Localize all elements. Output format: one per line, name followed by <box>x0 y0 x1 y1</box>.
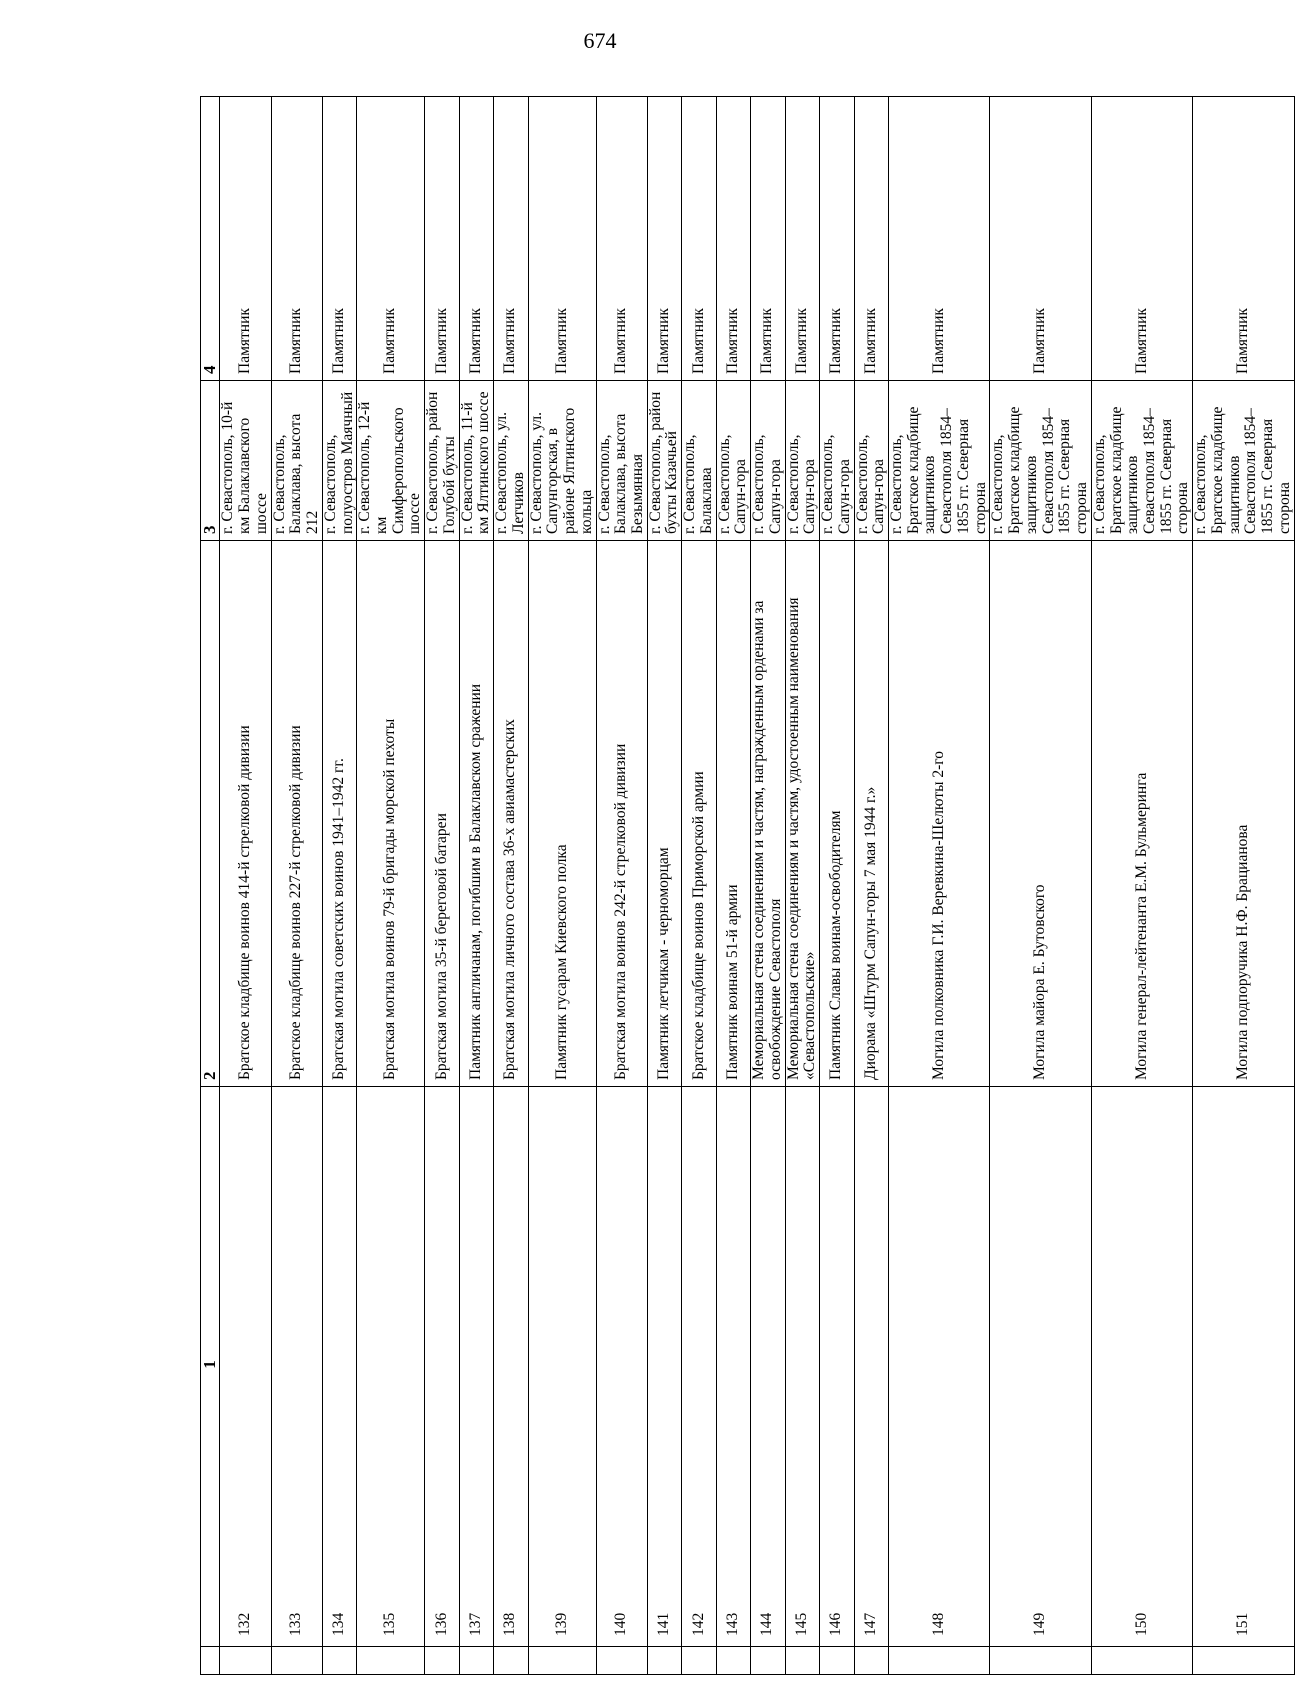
object-type-cell: Памятник <box>596 97 647 381</box>
object-type-cell: Памятник <box>889 97 990 381</box>
row-number-cell: 146 <box>820 1087 854 1647</box>
row-number-cell: 140 <box>596 1087 647 1647</box>
table-row <box>990 97 1091 1675</box>
object-type-cell: Памятник <box>528 97 596 381</box>
table-row <box>425 97 459 1675</box>
table-row <box>596 97 647 1675</box>
row-number-cell: 133 <box>271 1087 322 1647</box>
row-spacer-cell <box>357 1647 425 1675</box>
object-type-cell: Памятник <box>357 97 425 381</box>
row-number-cell: 132 <box>220 1087 271 1647</box>
row-number-cell: 149 <box>990 1087 1091 1647</box>
row-number-cell: 148 <box>889 1087 990 1647</box>
header-cell-2: 2 <box>201 541 220 1087</box>
monument-name-cell: Памятник англичанам, погибшим в Балаклавском сражении <box>459 541 493 1087</box>
object-type-cell: Памятник <box>990 97 1091 381</box>
location-cell: г. Севастополь, Сапун-гора <box>716 381 750 541</box>
monument-name-cell: Братское кладбище воинов Приморской армии <box>682 541 716 1087</box>
row-number-cell: 137 <box>459 1087 493 1647</box>
table-row <box>528 97 596 1675</box>
monument-name-cell: Братское кладбище воинов 414-й стрелковой дивизии <box>220 541 271 1087</box>
location-cell: г. Севастополь, Балаклава, высота Безымянная <box>596 381 647 541</box>
location-cell: г. Севастополь, Сапун-гора <box>820 381 854 541</box>
row-spacer-cell <box>596 1647 647 1675</box>
location-cell: г. Севастополь, полуостров Маячный <box>322 381 356 541</box>
monument-name-cell: Мемориальная стена соединениям и частям, удостоенным наименования «Севастопольские» <box>785 541 819 1087</box>
table-row <box>1091 97 1192 1675</box>
object-type-cell: Памятник <box>682 97 716 381</box>
row-number-cell: 141 <box>647 1087 681 1647</box>
object-type-cell: Памятник <box>322 97 356 381</box>
location-cell: г. Севастополь, район бухты Казачьей <box>647 381 681 541</box>
table-body <box>201 97 1295 1675</box>
table-row <box>494 97 528 1675</box>
row-number-cell: 151 <box>1193 1087 1294 1647</box>
table-row <box>647 97 681 1675</box>
row-number-cell: 136 <box>425 1087 459 1647</box>
table-row <box>322 97 356 1675</box>
row-number-cell: 142 <box>682 1087 716 1647</box>
object-type-cell: Памятник <box>271 97 322 381</box>
page-number: 674 <box>583 28 617 53</box>
location-cell: г. Севастополь, ул. Сапунгорская, в районе Ялтинского кольца <box>528 381 596 541</box>
row-number-cell: 134 <box>322 1087 356 1647</box>
monument-name-cell: Братская могила 35-й береговой батареи <box>425 541 459 1087</box>
object-type-cell: Памятник <box>785 97 819 381</box>
table-row <box>1193 97 1294 1675</box>
monuments-table <box>200 96 1295 1675</box>
location-cell: г. Севастополь, Сапун-гора <box>785 381 819 541</box>
row-number-cell: 138 <box>494 1087 528 1647</box>
object-type-cell: Памятник <box>220 97 271 381</box>
monument-name-cell: Могила генерал-лейтенанта Е.М. Бульмеринга <box>1091 541 1192 1087</box>
object-type-cell: Памятник <box>751 97 785 381</box>
header-cell-1: 1 <box>201 1087 220 1647</box>
table-row <box>220 97 271 1675</box>
location-cell: г. Севастополь, ул. Летчиков <box>494 381 528 541</box>
row-spacer-cell <box>494 1647 528 1675</box>
monument-name-cell: Братская могила воинов 79-й бригады морской пехоты <box>357 541 425 1087</box>
header-cell-3: 3 <box>201 381 220 541</box>
row-number-cell: 143 <box>716 1087 750 1647</box>
row-spacer-cell <box>785 1647 819 1675</box>
table-header-row <box>201 97 220 1675</box>
row-spacer-cell <box>459 1647 493 1675</box>
table-row <box>716 97 750 1675</box>
row-number-cell: 144 <box>751 1087 785 1647</box>
row-spacer-cell <box>1193 1647 1294 1675</box>
monument-name-cell: Памятник воинам 51-й армии <box>716 541 750 1087</box>
monument-name-cell: Братское кладбище воинов 227-й стрелковой дивизии <box>271 541 322 1087</box>
row-spacer-cell <box>820 1647 854 1675</box>
row-spacer-cell <box>716 1647 750 1675</box>
monument-name-cell: Братская могила воинов 242-й стрелковой дивизии <box>596 541 647 1087</box>
object-type-cell: Памятник <box>425 97 459 381</box>
monument-name-cell: Диорама «Штурм Сапун-горы 7 мая 1944 г.» <box>854 541 888 1087</box>
location-cell: г. Севастополь, Братское кладбище защитников Севастополя 1854–1855 гг. Северная сторона <box>1091 381 1192 541</box>
monument-name-cell: Памятник летчикам - черноморцам <box>647 541 681 1087</box>
object-type-cell: Памятник <box>820 97 854 381</box>
row-spacer-cell <box>271 1647 322 1675</box>
row-spacer-cell <box>647 1647 681 1675</box>
table-row <box>271 97 322 1675</box>
location-cell: г. Севастополь, Сапун-гора <box>854 381 888 541</box>
monument-name-cell: Мемориальная стена соединениям и частям, награжденным орденами за освобождение Севастополя <box>751 541 785 1087</box>
location-cell: г. Севастополь, Балаклава, высота 212 <box>271 381 322 541</box>
monument-name-cell: Памятник Славы воинам-освободителям <box>820 541 854 1087</box>
table-rotated-container <box>200 97 1293 1675</box>
monument-name-cell: Могила полковника Г.И. Веревкина-Шелюты 2-го <box>889 541 990 1087</box>
object-type-cell: Памятник <box>1091 97 1192 381</box>
table-row <box>682 97 716 1675</box>
header-cell-4: 4 <box>201 97 220 381</box>
row-spacer-cell <box>528 1647 596 1675</box>
object-type-cell: Памятник <box>494 97 528 381</box>
location-cell: г. Севастополь, Братское кладбище защитников Севастополя 1854–1855 гг. Северная сторона <box>990 381 1091 541</box>
location-cell: г. Севастополь, Братское кладбище защитников Севастополя 1854–1855 гг. Северная сторона <box>889 381 990 541</box>
object-type-cell: Памятник <box>716 97 750 381</box>
row-spacer-cell <box>854 1647 888 1675</box>
table-row <box>459 97 493 1675</box>
row-spacer-cell <box>889 1647 990 1675</box>
monument-name-cell: Памятник гусарам Киевского полка <box>528 541 596 1087</box>
row-number-cell: 145 <box>785 1087 819 1647</box>
object-type-cell: Памятник <box>1193 97 1294 381</box>
table-row <box>785 97 819 1675</box>
row-spacer-cell <box>751 1647 785 1675</box>
row-spacer-cell <box>425 1647 459 1675</box>
monument-name-cell: Братская могила советских воинов 1941–1942 гг. <box>322 541 356 1087</box>
row-spacer-cell <box>682 1647 716 1675</box>
row-spacer-cell <box>1091 1647 1192 1675</box>
table-row <box>889 97 990 1675</box>
monument-name-cell: Могила майора Е. Бутовского <box>990 541 1091 1087</box>
table-row <box>357 97 425 1675</box>
row-number-cell: 135 <box>357 1087 425 1647</box>
location-cell: г. Севастополь, 12-й км Симферопольского шоссе <box>357 381 425 541</box>
header-spacer-cell <box>201 1647 220 1675</box>
table-row <box>751 97 785 1675</box>
table-row <box>854 97 888 1675</box>
location-cell: г. Севастополь, Балаклава <box>682 381 716 541</box>
monument-name-cell: Братская могила личного состава 36-х авиамастерских <box>494 541 528 1087</box>
object-type-cell: Памятник <box>459 97 493 381</box>
row-spacer-cell <box>220 1647 271 1675</box>
row-number-cell: 150 <box>1091 1087 1192 1647</box>
object-type-cell: Памятник <box>854 97 888 381</box>
row-spacer-cell <box>322 1647 356 1675</box>
row-number-cell: 139 <box>528 1087 596 1647</box>
object-type-cell: Памятник <box>647 97 681 381</box>
row-number-cell: 147 <box>854 1087 888 1647</box>
location-cell: г. Севастополь, Сапун-гора <box>751 381 785 541</box>
monument-name-cell: Могила подпоручика Н.Ф. Брацианова <box>1193 541 1294 1087</box>
row-spacer-cell <box>990 1647 1091 1675</box>
location-cell: г. Севастополь, 11-й км Ялтинского шоссе <box>459 381 493 541</box>
location-cell: г. Севастополь, 10-й км Балаклавского шоссе <box>220 381 271 541</box>
table-row <box>820 97 854 1675</box>
location-cell: г. Севастополь, Братское кладбище защитников Севастополя 1854–1855 гг. Северная сторона <box>1193 381 1294 541</box>
location-cell: г. Севастополь, район Голубой бухты <box>425 381 459 541</box>
